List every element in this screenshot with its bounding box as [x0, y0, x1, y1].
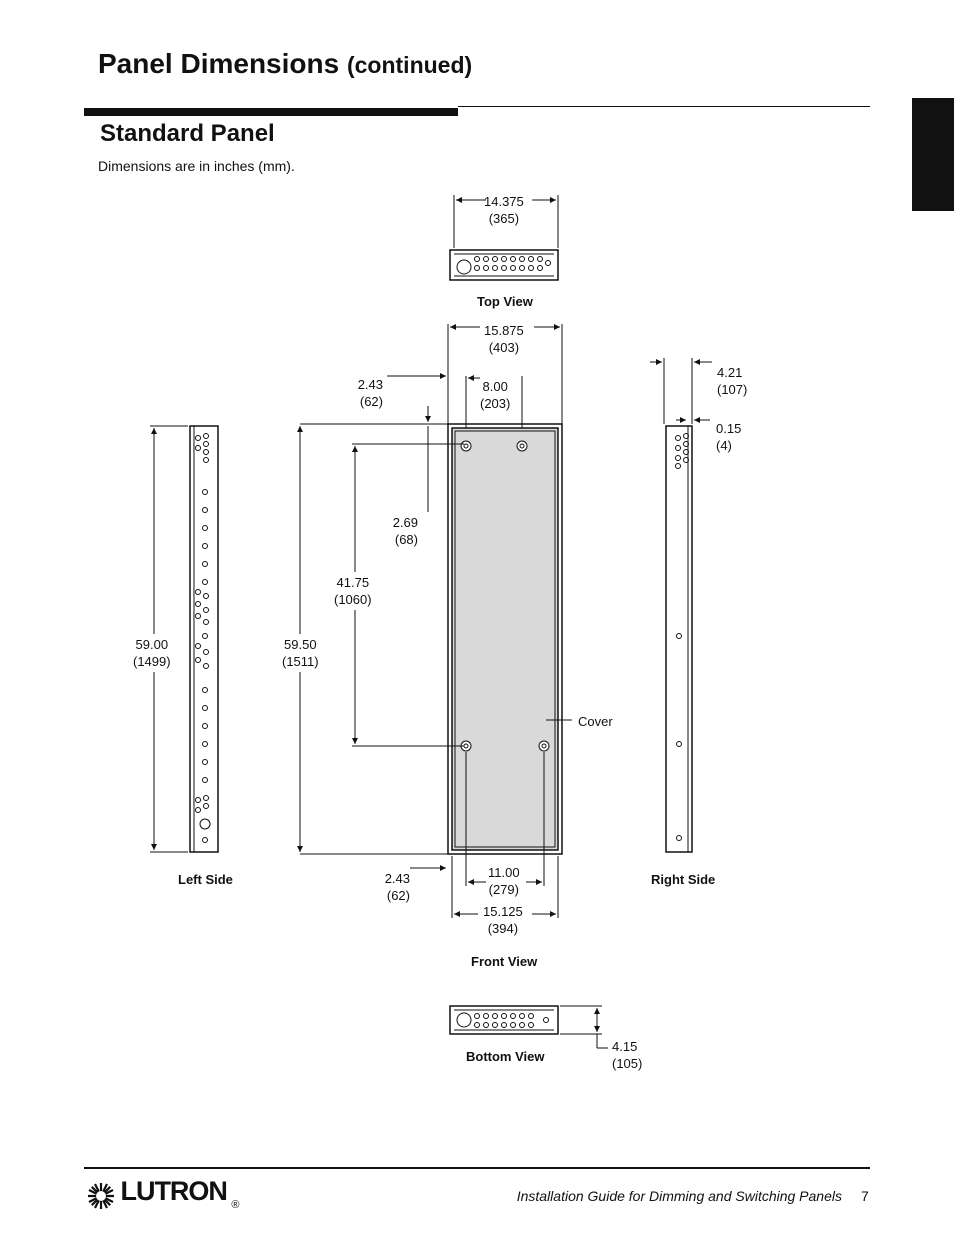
dim-bottom-depth: 4.15 (105): [612, 1039, 643, 1071]
left-side-knockouts: [196, 434, 211, 843]
dim-bottom-offset: 2.43 (62): [384, 871, 410, 903]
footer-rule: [84, 1167, 870, 1169]
dim-hole-spacing-top: 8.00 (203): [480, 379, 511, 411]
dim-hole-spacing-bottom: 11.00 (279): [488, 865, 520, 897]
page-number: 7: [861, 1188, 869, 1204]
front-view-drawing: [300, 324, 572, 918]
label-top-view: Top View: [477, 294, 533, 309]
cover-label: Cover: [578, 714, 613, 729]
section-subtitle: Standard Panel: [100, 120, 275, 147]
dim-top-width: 14.375 (365): [484, 194, 524, 226]
guide-title: Installation Guide for Dimming and Switching Panels: [516, 1188, 842, 1204]
dim-hole-inset: 2.69 (68): [392, 515, 418, 547]
label-left-side: Left Side: [178, 872, 233, 887]
dim-front-height: 59.50 (1511): [282, 637, 319, 669]
right-side-knockouts: [676, 434, 689, 841]
sunburst-icon: [86, 1181, 116, 1211]
units-note: Dimensions are in inches (mm).: [98, 158, 295, 174]
label-right-side: Right Side: [651, 872, 716, 887]
brand-name: LUTRON: [120, 1176, 227, 1206]
top-knockouts: [475, 257, 551, 271]
dim-flange: 0.15 (4): [716, 421, 742, 453]
dim-front-width: 15.875 (403): [484, 323, 524, 355]
right-side-drawing: [650, 358, 712, 852]
dim-right-depth: 4.21 (107): [717, 365, 748, 397]
dim-left-height: 59.00 (1499): [133, 637, 171, 669]
brand-logo: [86, 1176, 240, 1211]
label-front-view: Front View: [471, 954, 538, 969]
page-title-suffix: (continued): [346, 52, 473, 78]
dim-hole-spacing-vertical: 41.75 (1060): [334, 575, 372, 607]
dim-top-offset: 2.43 (62): [357, 377, 383, 409]
label-bottom-view: Bottom View: [466, 1049, 545, 1064]
registered-mark: ®: [231, 1198, 240, 1211]
dim-cover-width: 15.125 (394): [483, 904, 523, 936]
page-title-main: Panel Dimensions: [98, 48, 340, 79]
bottom-view-drawing: [450, 1006, 608, 1048]
bottom-knockouts: [475, 1014, 549, 1028]
